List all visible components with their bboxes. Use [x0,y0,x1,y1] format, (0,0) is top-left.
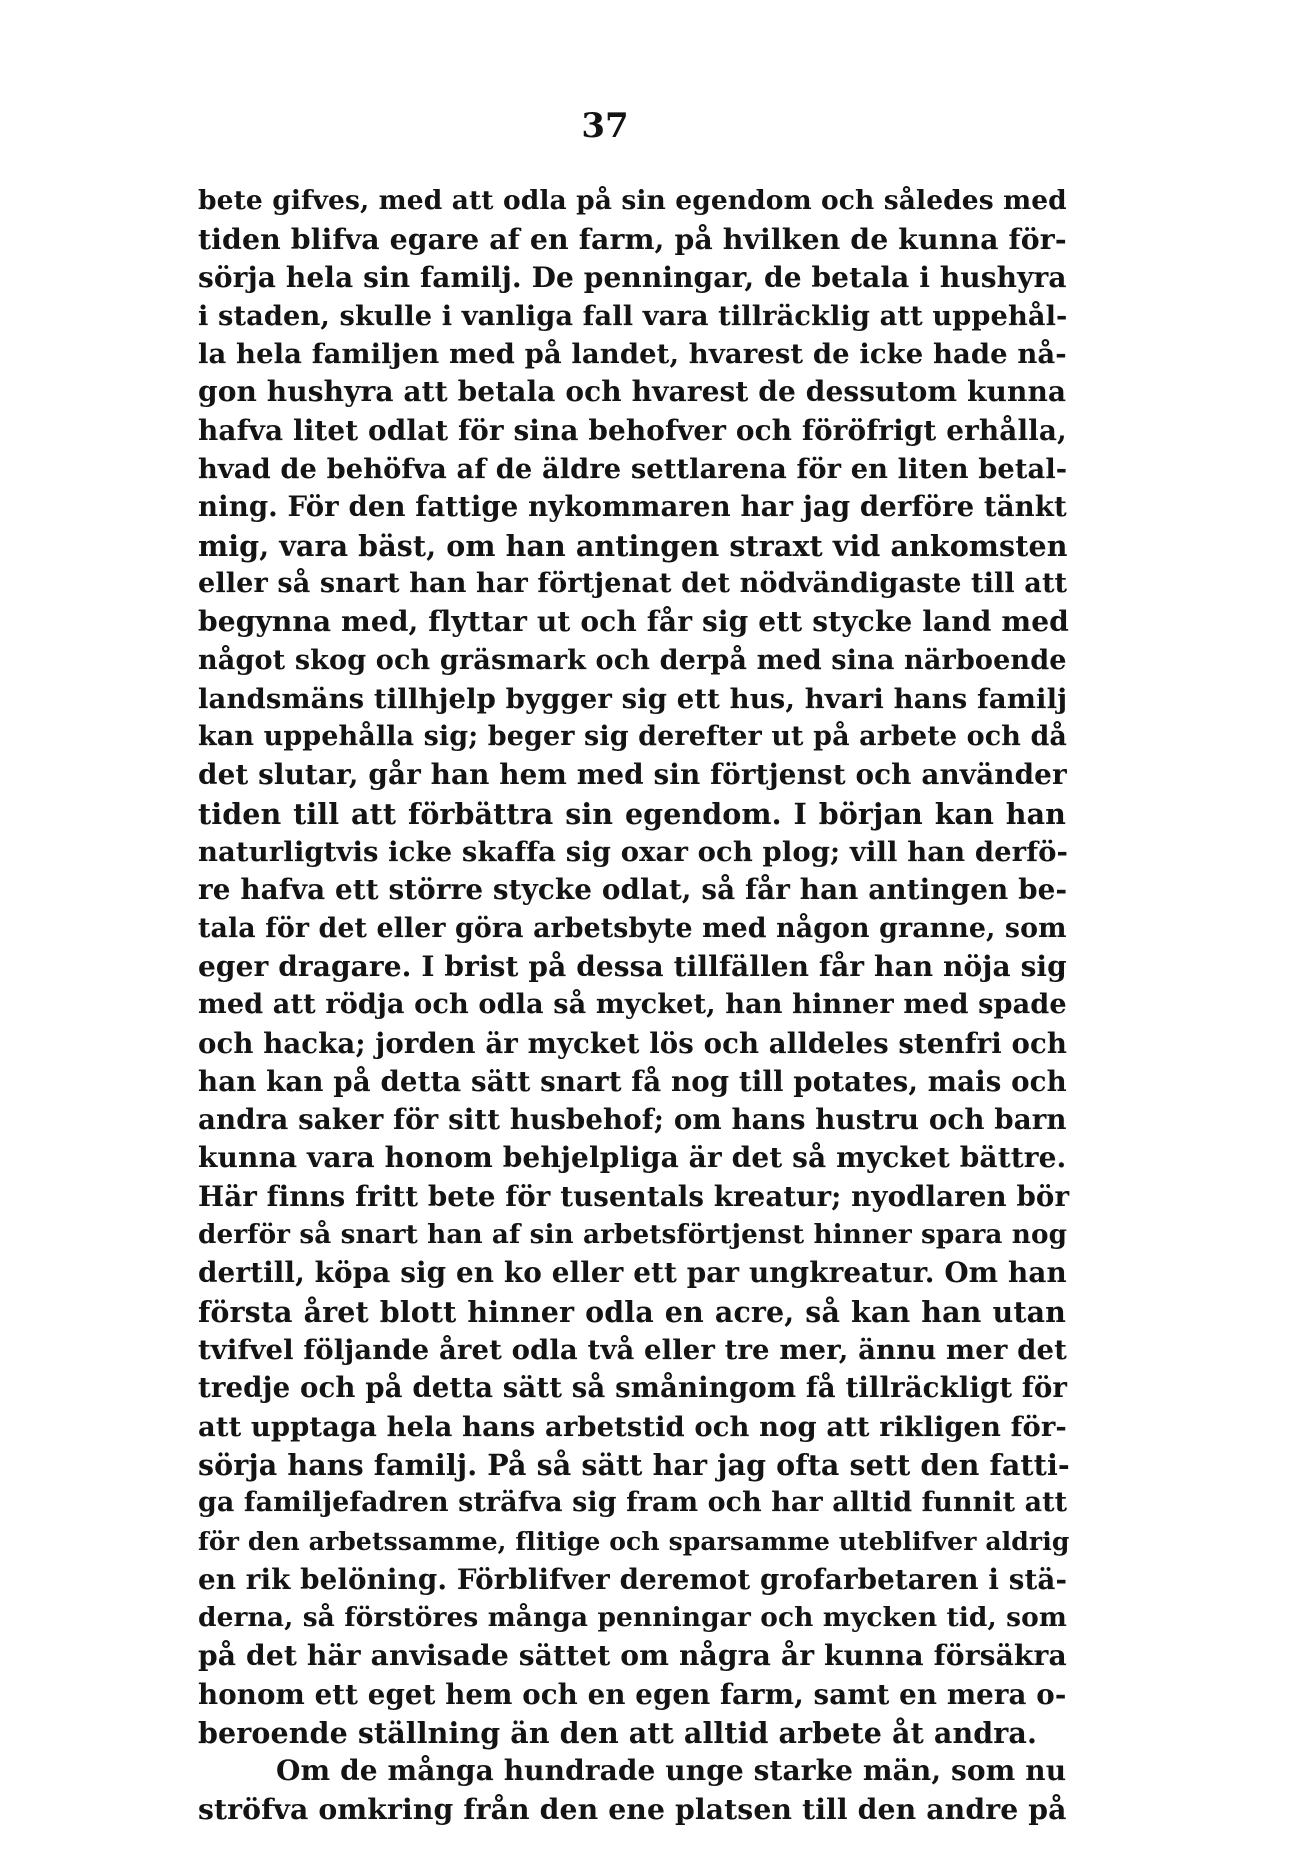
text-line-paragraph-start: Om de många hundrade unge starke män, som nu [276,1754,1067,1788]
text-line: det slutar, går han hem med sin förtjenst och använder [198,758,1067,792]
text-line: dertill, köpa sig en ko eller ett par ungkreatur. Om han [198,1256,1067,1290]
text-line: tiden blifva egare af en farm, på hvilken de kunna för- [198,222,1067,257]
text-line: hafva litet odlat för sina behofver och föröfrigt erhålla, [198,413,1067,447]
text-line: på det här anvisade sättet om några år kunna försäkra [198,1639,1067,1673]
text-line: naturligtvis icke skaffa sig oxar och plog; vill han derfö- [198,836,1069,869]
text-line: ning. För den fattige nykommaren har jag derföre tänkt [198,491,1067,524]
text-line: gon hushyra att betala och hvarest de dessutom kunna [198,375,1067,409]
text-line: mig, vara bäst, om han antingen straxt vid ankomsten [198,528,1068,563]
text-line: kunna vara honom behjelpliga är det så mycket bättre. [198,1141,1067,1175]
text-line: landsmäns tillhjelp bygger sig ett hus, hvari hans familj [198,682,1068,715]
text-line: han kan på detta sätt snart få nog till potates, mais och [198,1064,1067,1098]
text-line: re hafva ett större stycke odlat, så får han antingen be- [198,873,1068,907]
text-line: en rik belöning. Förblifver deremot grofarbetaren i stä- [198,1562,1068,1596]
text-line: något skog och gräsmark och derpå med sina närboende [198,644,1067,676]
text-line-paragraph-end: beroende ställning än den att alltid arbete åt andra. [198,1715,1037,1750]
text-line: i staden, skulle i vanliga fall vara tillräcklig att uppehål- [198,299,1068,332]
page-number: 37 [581,106,629,146]
text-line: ströfva omkring från den ene platsen till den andre på [198,1792,1067,1827]
text-line: sörja hela sin familj. De penningar, de betala i hushyra [198,260,1067,294]
text-line: eger dragare. I brist på dessa tillfällen får han nöja sig [198,949,1067,983]
text-line: tala för det eller göra arbetsbyte med någon granne, som [198,912,1067,944]
text-line: ga familjefadren sträfva sig fram och har alltid funnit att [198,1487,1068,1519]
text-line: tiden till att förbättra sin egendom. I början kan han [198,796,1066,831]
text-line: hvad de behöfva af de äldre settlarena för en liten betal- [198,453,1068,486]
text-line: bete gifves, med att odla på sin egendom och således med [198,185,1067,216]
text-line: tredje och på detta sätt så småningom få tillräckligt för [198,1371,1068,1405]
text-line: första året blott hinner odla en acre, så kan han utan [198,1294,1066,1329]
text-line: och hacka; jorden är mycket lös och alldeles stenfri och [198,1026,1068,1060]
text-line: honom ett eget hem och en egen farm, samt en mera o- [198,1677,1067,1711]
text-line: med att rödja och odla så mycket, han hinner med spade [198,989,1067,1021]
body-text [198,182,1070,1829]
text-line: Här finns fritt bete för tusentals kreatur; nyodlaren bör [198,1179,1070,1213]
text-line: andra saker för sitt husbehof; om hans hustru och barn [198,1103,1067,1137]
text-line: sörja hans familj. På så sätt har jag ofta sett den fatti- [198,1447,1070,1482]
text-line: derför så snart han af sin arbetsförtjenst hinner spara nog [198,1219,1068,1251]
text-line: tvifvel följande året odla två eller tre mer, ännu mer det [198,1333,1067,1366]
text-line: la hela familjen med på landet, hvarest de icke hade nå- [198,338,1067,371]
text-line: derna, så förstöres många penningar och mycken tid, som [198,1601,1067,1633]
text-line: eller så snart han har förtjenat det nödvändigaste till att [198,567,1068,599]
text-line: att upptaga hela hans arbetstid och nog att rikligen för- [198,1410,1067,1443]
text-line: begynna med, flyttar ut och får sig ett stycke land med [198,605,1069,639]
text-line: kan uppehålla sig; beger sig derefter ut på arbete och då [198,721,1068,753]
text-line: för den arbetssamme, flitige och sparsamme uteblifver aldrig [198,1526,1070,1557]
